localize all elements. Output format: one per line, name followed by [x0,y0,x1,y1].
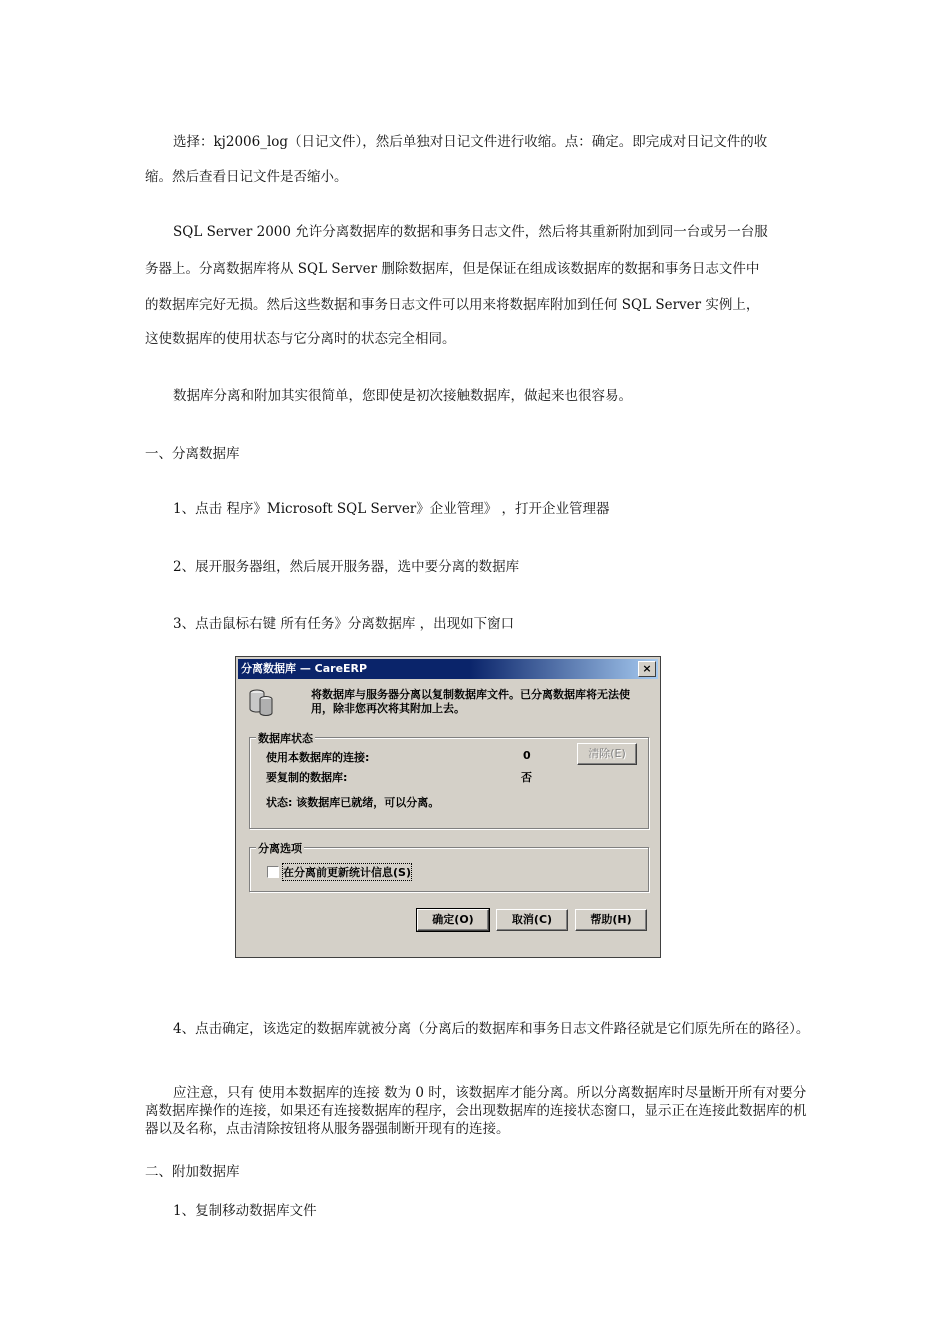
ok-button[interactable]: 确定(O) [417,909,489,931]
update-stats-label[interactable]: 在分离前更新统计信息(S) [283,866,411,879]
status-group-label: 数据库状态 [258,732,313,745]
dialog-title: 分离数据库 — CareERP [241,662,368,675]
step-2: 2、展开服务器组，然后展开服务器，选中要分离的数据库 [173,559,520,575]
step-3: 3、点击鼠标右键 所有任务》分离数据库 ，出现如下窗口 [173,616,515,632]
replicated-value: 否 [521,771,532,784]
section-heading: 一、分离数据库 [145,446,240,462]
step-1: 1、点击 程序》Microsoft SQL Server》企业管理》 ，打开企业管理器 [173,501,610,517]
dialog-titlebar[interactable] [238,659,658,679]
step-1-attach: 1、复制移动数据库文件 [173,1203,317,1219]
paragraph-line: 这使数据库的使用状态与它分离时的状态完全相同。 [145,331,456,347]
options-group-label: 分离选项 [258,842,302,855]
note-paragraph: 应注意，只有 使用本数据库的连接 数为 0 时，该数据库才能分离。所以分离数据库时尽量断开所有对要分离数据库操作的连接，如果还有连接数据库的程序，会出现数据库的连接状态窗口，显示正在连接此数据库的机器以及名称，点击清除按钮将从服务器强制断开现有的连接。 [145,1085,807,1137]
close-icon[interactable]: × [638,661,656,677]
paragraph-line: 的数据库完好无损。然后这些数据和事务日志文件可以用来将数据库附加到任何 SQL Server 实例上， [145,297,760,313]
paragraph-line: 缩。然后查看日记文件是否缩小。 [145,169,348,185]
paragraph-line: SQL Server 2000 允许分离数据库的数据和事务日志文件，然后将其重新附加到同一台或另一台服 [173,224,768,240]
cancel-button[interactable]: 取消(C) [496,909,568,931]
database-icon [248,687,274,717]
replicated-label: 要复制的数据库: [266,771,348,784]
paragraph: 数据库分离和附加其实很简单，您即使是初次接触数据库，做起来也很容易。 [173,388,632,404]
section-heading: 二、附加数据库 [145,1164,240,1180]
clear-button[interactable]: 清除(E) [577,743,637,765]
paragraph-line: 选择：kj2006_log（日记文件），然后单独对日记文件进行收缩。点：确定。即完成对日记文件的收 [173,134,768,150]
connections-value: 0 [523,749,531,762]
state-text: 状态: 该数据库已就绪，可以分离。 [266,796,440,809]
dialog-message: 将数据库与服务器分离以复制数据库文件。已分离数据库将无法使用，除非您再次将其附加上去。 [311,688,630,715]
connections-label: 使用本数据库的连接: [266,751,370,764]
paragraph-line: 务器上。分离数据库将从 SQL Server 删除数据库，但是保证在组成该数据库的数据和事务日志文件中 [145,261,760,277]
update-stats-checkbox[interactable] [267,866,279,878]
step-4: 4、点击确定，该选定的数据库就被分离（分离后的数据库和事务日志文件路径就是它们原先所在的路径）。 [173,1021,810,1037]
help-button[interactable]: 帮助(H) [575,909,647,931]
detach-database-dialog [235,656,661,958]
